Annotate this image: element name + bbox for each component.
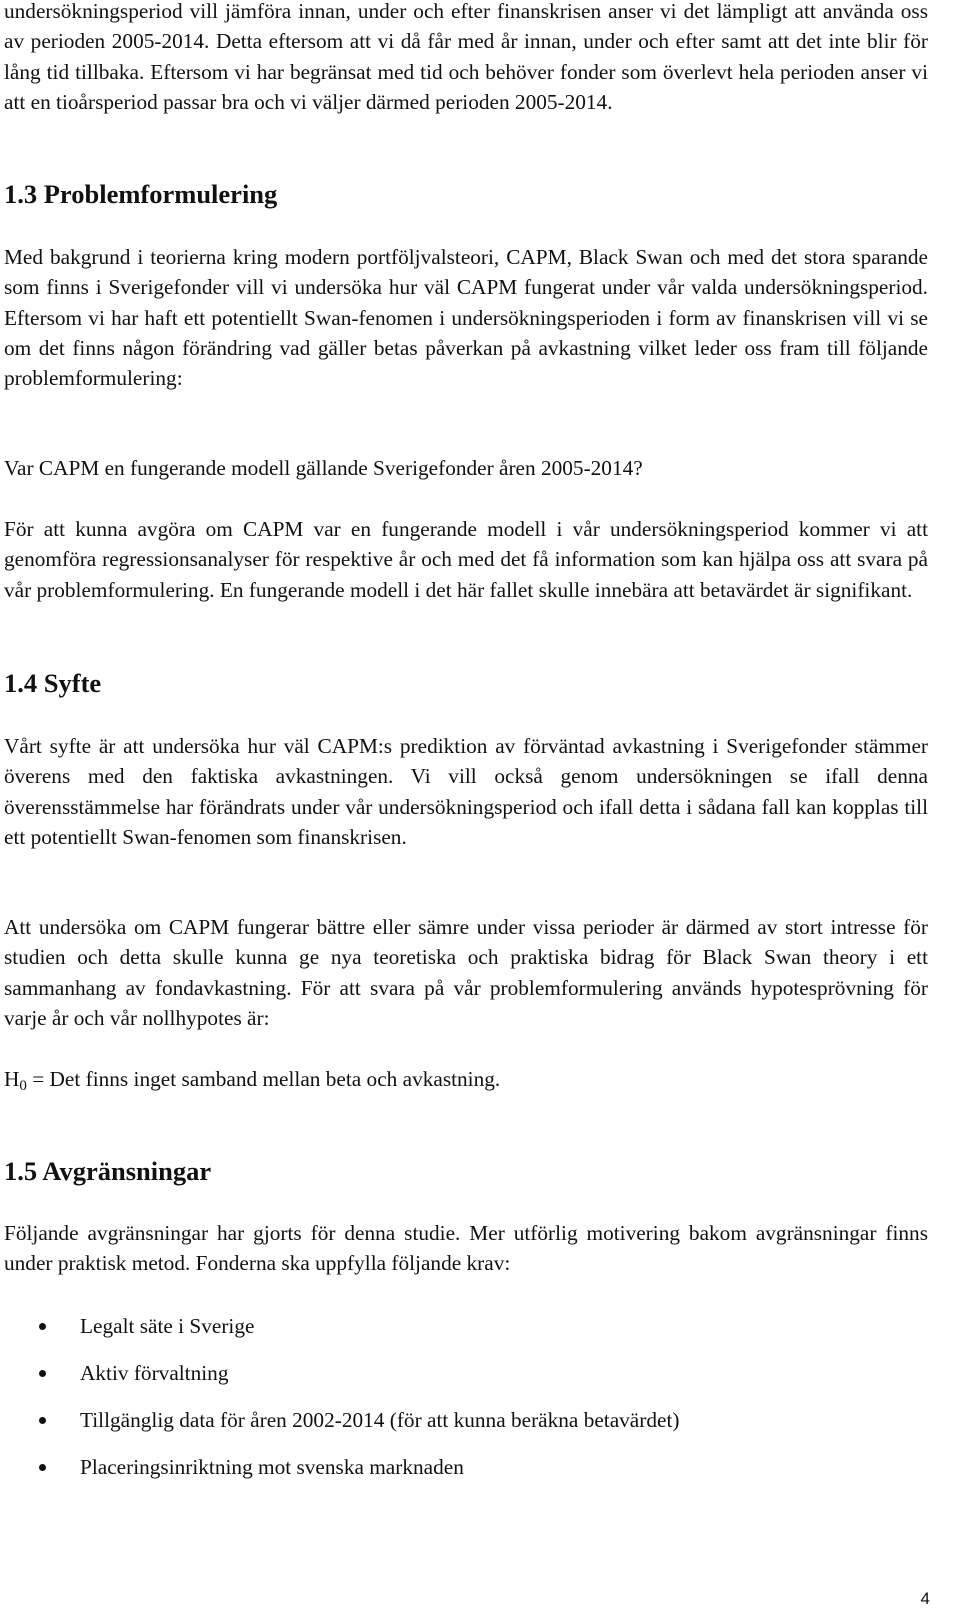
bullet-icon xyxy=(39,1417,46,1424)
bullet-icon xyxy=(39,1370,46,1377)
list-item-text: Tillgänglig data för åren 2002-2014 (för att kunna beräkna betavärdet) xyxy=(80,1408,680,1432)
intro-paragraph: undersökningsperiod vill jämföra innan, under och efter finanskrisen anser vi det lämpligt att använda oss av perioden 2005-2014. Detta eftersom att vi då får med år innan, under och efter samt att det inte blir för lång tid tillbaka. Eftersom vi har begränsat med tid och behöver fonder som överlevt hela perioden anser vi att en tioårsperiod passar bra och vi väljer därmed perioden 2005-2014. xyxy=(4,0,928,114)
syfte-paragraph: Vårt syfte är att undersöka hur väl CAPM:s prediktion av förväntad avkastning i Sverigefonder stämmer överens med den faktiska avkastningen. Vi vill också genom undersökningen se ifall denna överensstämmelse har förändrats under vår undersökningsperiod och ifall detta i sådana fall kan kopplas till ett potentiellt Swan-fenomen som finanskrisen. xyxy=(4,734,928,849)
avgransningar-paragraph: Följande avgränsningar har gjorts för denna studie. Mer utförlig motivering bakom avgränsningar finns under praktisk metod. Fonderna ska uppfylla följande krav: xyxy=(4,1221,928,1276)
list-item xyxy=(4,1357,679,1404)
heading-problemformulering: 1.3 Problemformulering xyxy=(4,179,278,209)
hypothesis-subscript: 0 xyxy=(19,1078,27,1094)
bullet-icon xyxy=(39,1464,46,1471)
heading-syfte: 1.4 Syfte xyxy=(4,668,102,698)
list-item-text: Legalt säte i Sverige xyxy=(80,1314,255,1338)
list-item xyxy=(4,1404,679,1451)
hypothesis-text: = Det finns inget samband mellan beta och avkastning. xyxy=(26,1067,501,1091)
list-item xyxy=(4,1310,679,1357)
page-number: 4 xyxy=(920,1589,930,1608)
research-question: Var CAPM en fungerande modell gällande Sverigefonder åren 2005-2014? xyxy=(4,456,643,480)
list-item-text: Aktiv förvaltning xyxy=(80,1361,229,1385)
requirements-list xyxy=(4,1310,679,1498)
syfte-paragraph-2: Att undersöka om CAPM fungerar bättre eller sämre under vissa perioder är därmed av stort intresse för studien och detta skulle kunna ge nya teoretiska och praktiska bidrag för Black Swan theory i ett sammanhang av fondavkastning. För att svara på vår problemformulering används hypotesprövning för varje år och vår nollhypotes är: xyxy=(4,915,928,1030)
problemformulering-paragraph: Med bakgrund i teorierna kring modern portföljvalsteori, CAPM, Black Swan och med det stora sparande som finns i Sverigefonder vill vi undersöka hur väl CAPM fungerat under vår valda undersökningsperiod. Eftersom vi har haft ett potentiellt Swan-fenomen i undersökningsperioden i form av finanskrisen vill vi se om det finns någon förändring vad gäller betas påverkan på avkastning vilket leder oss fram till följande problemformulering: xyxy=(4,245,928,391)
method-paragraph: För att kunna avgöra om CAPM var en fungerande modell i vår undersökningsperiod kommer vi att genomföra regressionsanalyser för respektive år och med det få information som kan hjälpa oss att svara på vår problemformulering. En fungerande modell i det här fallet skulle innebära att betavärdet är signifikant. xyxy=(4,517,928,602)
heading-avgransningar: 1.5 Avgränsningar xyxy=(4,1156,212,1186)
bullet-icon xyxy=(39,1323,46,1330)
null-hypothesis xyxy=(4,1064,928,1101)
list-item xyxy=(4,1451,679,1498)
list-item-text: Placeringsinriktning mot svenska marknaden xyxy=(80,1455,464,1479)
hypothesis-symbol: H xyxy=(4,1067,20,1091)
